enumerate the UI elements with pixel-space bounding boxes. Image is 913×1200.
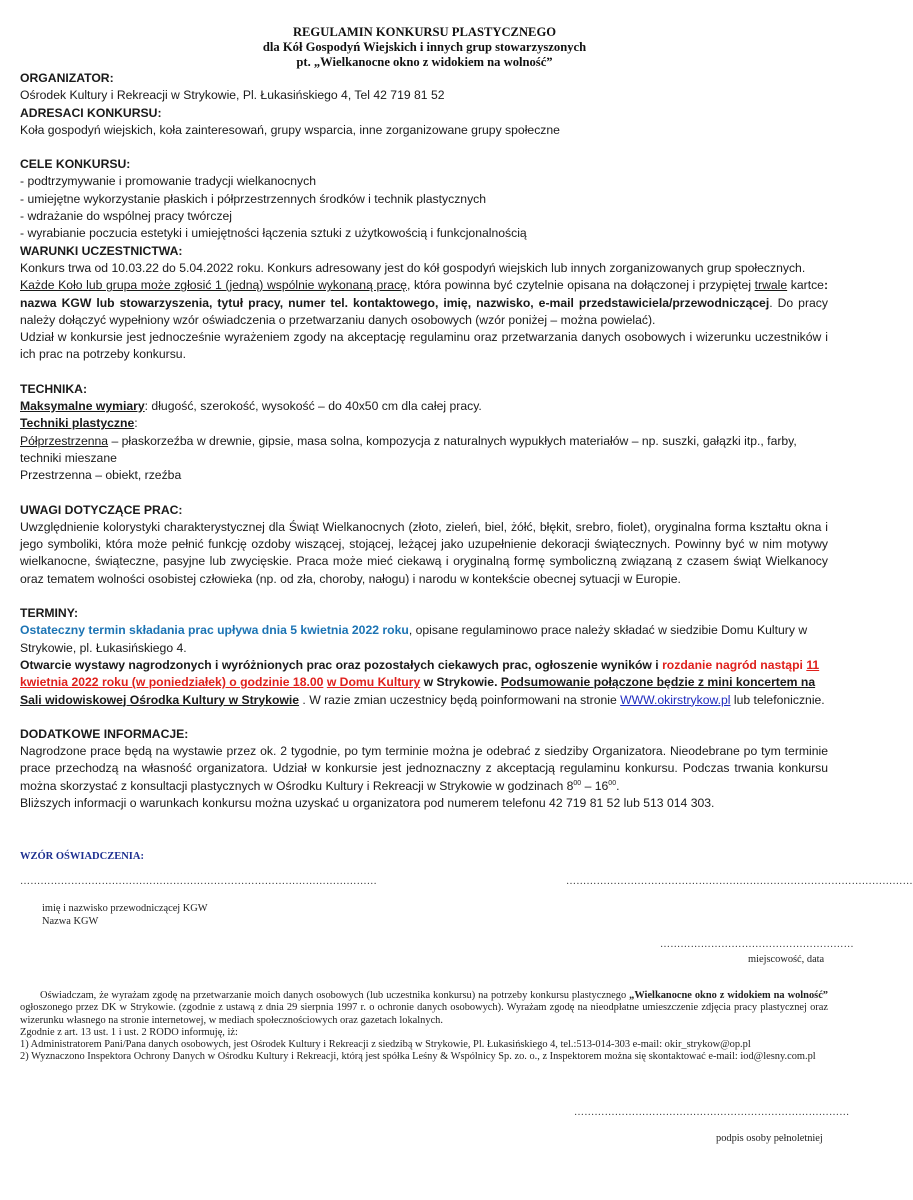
wzor-heading: WZÓR OŚWIADCZENIA: <box>20 851 144 862</box>
dodatkowe-paragraph-2: Bliższych informacji o warunkach konkursu można uzyskać u organizatora pod numerem telefonu 42 719 81 52 lub 513 014 303. <box>20 795 715 810</box>
declaration-rodo: Zgodnie z art. 13 ust. 1 i ust. 2 RODO informuję, iż: <box>20 1026 238 1038</box>
organizator-heading: ORGANIZATOR: <box>20 71 114 85</box>
terminy-exhibition: Otwarcie wystawy nagrodzonych i wyróżnionych prac oraz pozostałych ciekawych prac, ogłoszenie wyników i rozdanie nagród nastąpi 11 kwietnia 2022 roku (w poniedziałek) o godzinie 18.00 w Domu Kultury w Strykowie. Podsumowanie połączone będzie z mini koncertem na Sali widowiskowej Ośrodka Kultury w Strykowie . W razie zmian uczestnicy będą poinformowani na stronie WWW.okirstrykow.pl lub telefonicznie. <box>20 657 825 707</box>
signature-dotted-line: ……………………………………………………………………… <box>574 1107 850 1118</box>
warunki-card-fields: : nazwa KGW lub stowarzyszenia, tytuł pracy, numer tel. kontaktowego, imię, nazwisko, e-mail przedstawiciela/przewodniczącej <box>20 278 829 310</box>
terminy-heading: TERMINY: <box>20 606 78 621</box>
dodatkowe-heading: DODATKOWE INFORMACJE: <box>20 726 189 741</box>
technika-polprzestrzenna: Półprzestrzenna – płaskorzeźba w drewnie, gipsie, masa solna, kompozycja z naturalnych wypukłych materiałów – np. suszki, gałązki itp., farby, techniki mieszane <box>20 433 797 465</box>
warunki-paragraph-3: Udział w konkursie jest jednocześnie wyrażeniem zgody na akceptację regulaminu oraz przetwarzania danych osobowych i wizerunku uczestników i ich prac na potrzeby konkursu. <box>20 330 828 362</box>
kgw-dotted-line: ………………………………………………………………………………………… <box>566 876 913 887</box>
cele-item: - podtrzymywanie i promowanie tradycji wielkanocnych <box>20 174 317 189</box>
header-title: REGULAMIN KONKURSU PLASTYCZNEGO <box>292 25 557 39</box>
adresaci-text: Koła gospodyń wiejskich, koła zainteresowań, grupy wsparcia, inne zorganizowane grupy społeczne <box>20 122 560 137</box>
name-dotted-line: …………………………………………………………………………………………… <box>20 876 377 887</box>
terminy-deadline: Ostateczny termin składania prac upływa dnia 5 kwietnia 2022 roku, opisane regulaminowo prace należy składać w siedzibie Domu Kultury w Strykowie, pl. Łukasińskiego 4. <box>20 623 808 655</box>
label-signature: podpis osoby pełnoletniej <box>716 1133 823 1144</box>
header-contest-name: pt. „Wielkanocne okno z widokiem na wolność” <box>296 55 553 69</box>
technika-przestrzenna: Przestrzenna – obiekt, rzeźba <box>20 468 182 483</box>
technika-heading: TECHNIKA: <box>20 381 88 396</box>
declaration-text <box>20 990 828 1064</box>
cele-item: - umiejętne wykorzystanie płaskich i półprzestrzennych środków i technik plastycznych <box>20 191 487 206</box>
technika-techniques: Techniki plastyczne: <box>20 416 138 431</box>
warunki-one-work: Każde Koło lub grupa może zgłosić 1 (jedną) wspólnie wykonaną pracę <box>20 278 407 293</box>
label-place-date: miejscowość, data <box>748 954 825 965</box>
place-dotted-line: ………………………………………………… <box>660 939 854 950</box>
dodatkowe-paragraph-1: Nagrodzone prace będą na wystawie przez ok. 2 tygodnie, po tym terminie można je odebrać z siedziby Organizatora. Nieodebrane po tym terminie prace przechodzą na własność organizatora. Udział w konkursie jest jednoznaczny z akceptacją regulaminu konkursu. Podczas trwania konkursu można skorzystać z konsultacji plastycznych w Ośrodku Kultury i Rekreacji w Strykowie w godzinach $8^{00} - 16^{00}$. <box>20 744 828 793</box>
declaration-consent: Oświadczam, że wyrażam zgodę na przetwarzanie moich danych osobowych (lub uczestnika konkursu) na potrzeby konkursu plastycznego „Wielkanocne okno z widokiem na wolność” ogłoszonego przez DK w Strykowie. (zgodnie z ustawą z dnia 29 sierpnia 1997 r. o ochronie danych osobowych). Wyrażam zgodę na nieodpłatne umieszczenie zdjęcia pracy plastycznej oraz wizerunku własnego na stronie internetowej, w mediach społecznościowych oraz gazetach lokalnych. <box>20 990 829 1026</box>
uwagi-text: Uwzględnienie kolorystyki charakterystycznej dla Świąt Wielkanocnych (złoto, zieleń, biel, żółć, błękit, srebro, fiolet), oryginalna forma kształtu okna i jego symboliki, która może pełnić funkcję ozdoby wiszącej, stojącej, leżącej jako uzupełnienie dekoracji świątecznych. Powinny być w nim motywy wielkanocne, świąteczne, pasyjne lub zwycięskie. Praca może mieć ciekawą i oryginalną formę symboliczną związaną z czasem świąt Wielkanocy oraz tematem wolności osobistej człowieka (np. od zła, choroby, nałogu) i narodu w kontekście obecnej sytuacji w Europie. <box>20 519 828 586</box>
declaration-inspector: 2) Wyznaczono Inspektora Ochrony Danych w Ośrodku Kultury i Rekreacji, którą jest spółka Leśny & Wspólnicy Sp. zo. o., z Inspektorem można się skontaktować e-mail: iod@lesny.com.pl <box>20 1051 816 1063</box>
label-name: imię i nazwisko przewodniczącej KGW <box>42 903 208 914</box>
website-link[interactable]: WWW.okirstrykow.pl <box>620 692 731 707</box>
warunki-paragraph-2: Każde Koło lub grupa może zgłosić 1 (jedną) wspólnie wykonaną pracę, która powinna być czytelnie opisana na dołączonej i przypiętej trwale kartce: nazwa KGW lub stowarzyszenia, tytuł pracy, numer tel. kontaktowego, imię, nazwisko, e-mail przedstawiciela/przewodniczącej. Do pracy należy dołączyć wypełniony wzór oświadczenia o przetwarzaniu danych osobowych (wzór poniżej – można powielać). <box>20 278 829 327</box>
cele-heading: CELE KONKURSU: <box>20 157 131 172</box>
declaration-administrator: 1) Administratorem Pani/Pana danych osobowych, jest Ośrodek Kultury i Rekreacji z siedzibą w Strykowie, Pl. Łukasińskiego 4, tel.:513-014-303 e-mail: okir_strykow@op.pl <box>20 1039 751 1051</box>
label-kgw: Nazwa KGW <box>42 916 99 927</box>
warunki-heading: WARUNKI UCZESTNICTWA: <box>20 243 183 258</box>
uwagi-heading: UWAGI DOTYCZĄCE PRAC: <box>20 502 183 517</box>
cele-item: - wdrażanie do wspólnej pracy twórczej <box>20 209 233 224</box>
organizator-text: Ośrodek Kultury i Rekreacji w Strykowie, Pl. Łukasińskiego 4, Tel 42 719 81 52 <box>20 88 445 103</box>
document-header <box>0 25 849 70</box>
cele-item: - wyrabianie poczucia estetyki i umiejętności łączenia sztuki z użytkowością i funkcjonalnością <box>20 226 527 241</box>
technika-max-dimensions: Maksymalne wymiary: długość, szerokość, wysokość – do 40x50 cm dla całej pracy. <box>20 399 482 414</box>
header-subtitle: dla Kół Gospodyń Wiejskich i innych grup stowarzyszonych <box>262 40 587 54</box>
adresaci-heading: ADRESACI KONKURSU: <box>20 105 162 120</box>
warunki-paragraph-1: Konkurs trwa od 10.03.22 do 5.04.2022 roku. Konkurs adresowany jest do kół gospodyń wiejskich lub innych zorganizowanych grup społecznych. <box>20 260 806 275</box>
regulations-body <box>20 70 828 812</box>
